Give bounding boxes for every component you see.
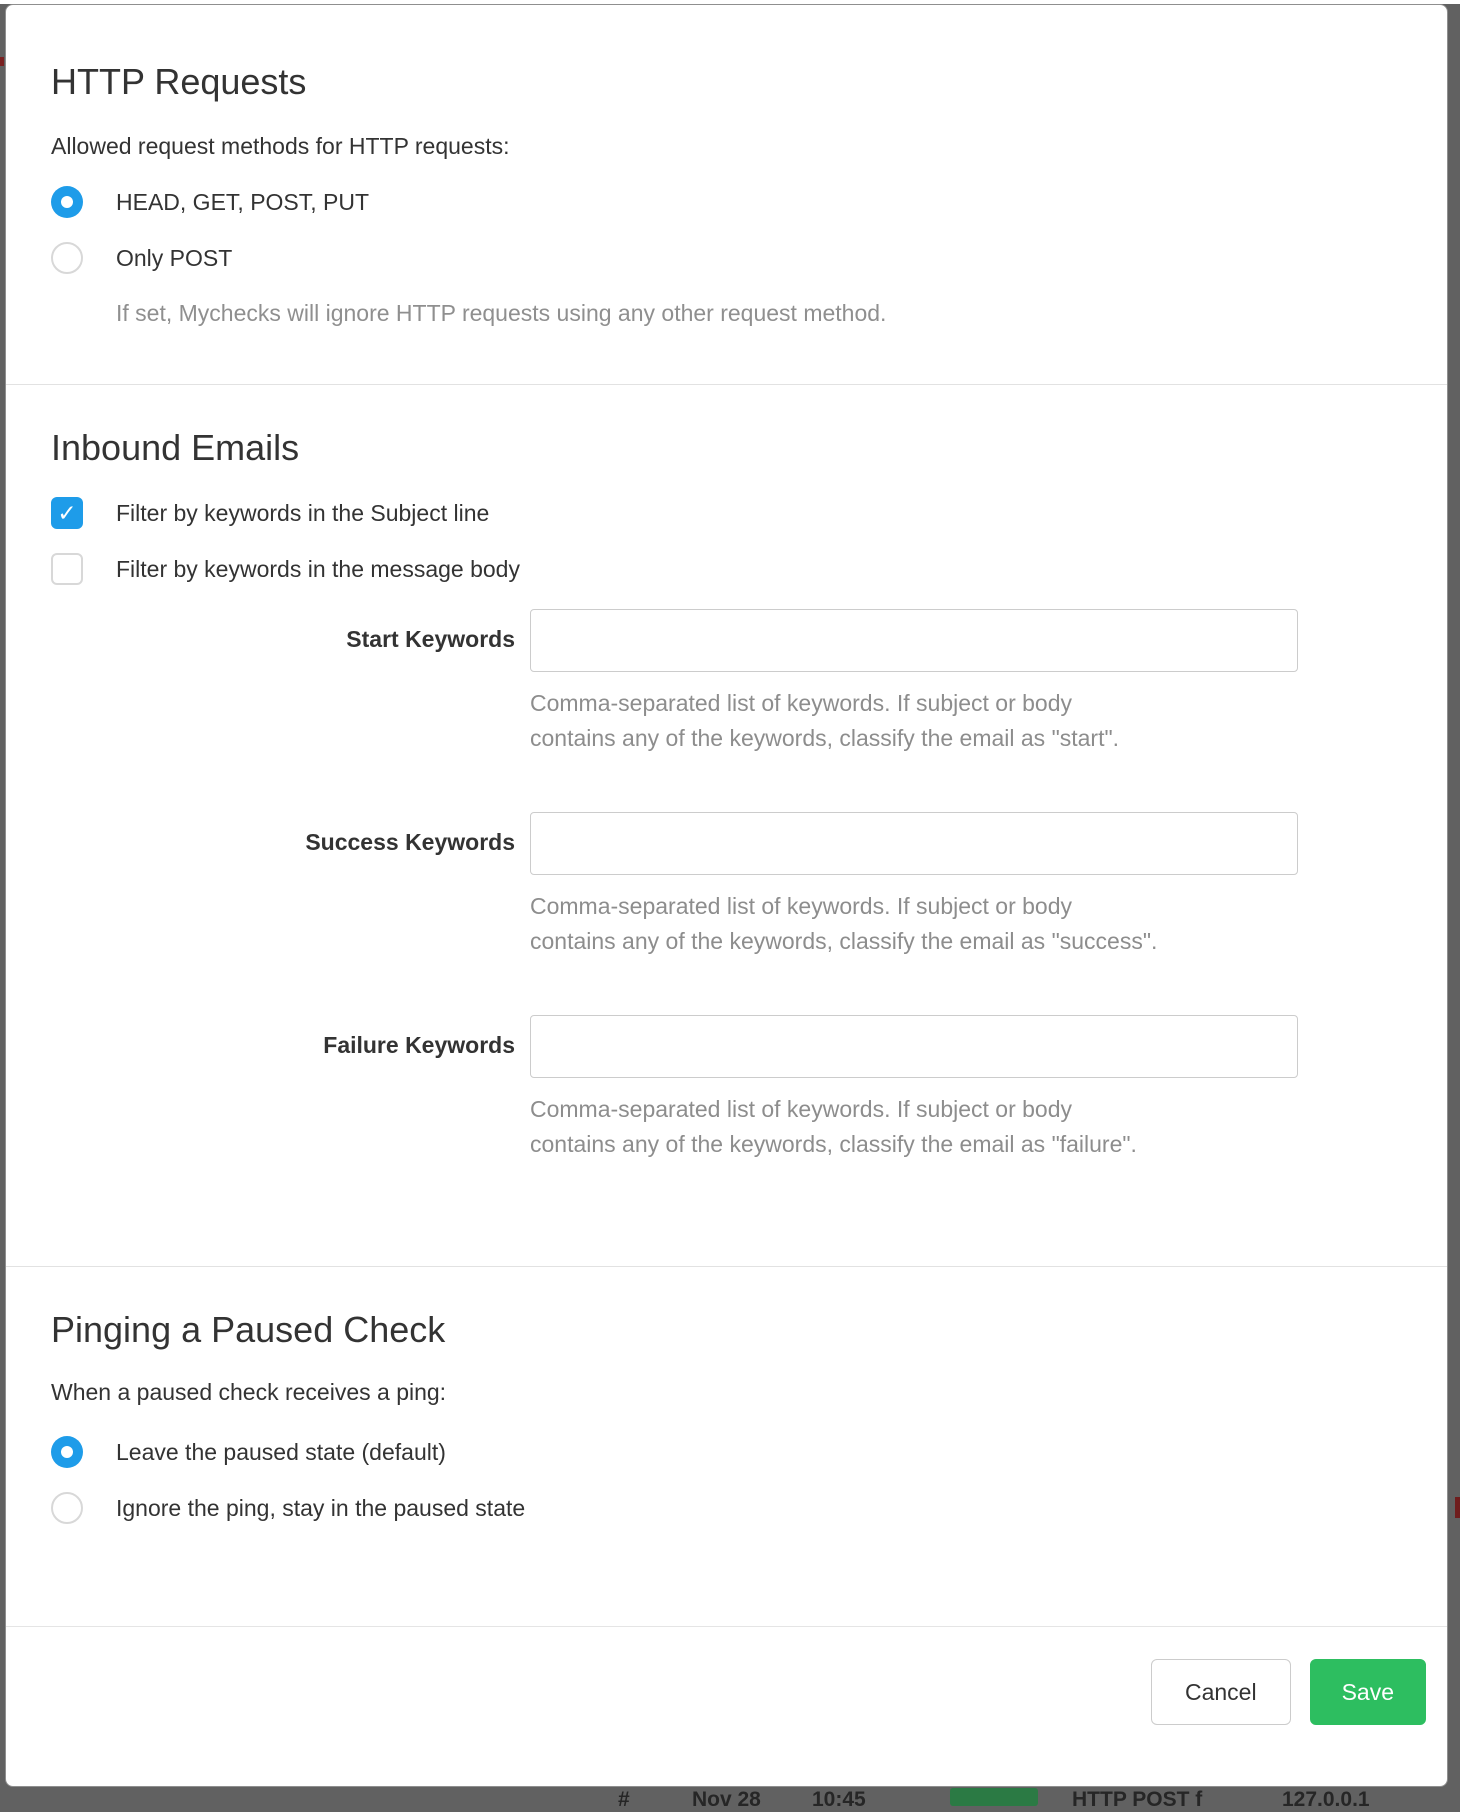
check-settings-modal [5,4,1448,1787]
radio-all-methods-icon[interactable] [51,186,83,218]
modal-footer [6,1626,1447,1751]
background-red-fragment-left [0,57,4,66]
start-keywords-input[interactable] [530,609,1298,672]
failure-keywords-label: Failure Keywords [323,1032,515,1058]
success-keywords-group [51,812,1402,959]
http-requests-title: HTTP Requests [51,61,307,102]
background-row-date: Nov 28 [692,1788,761,1811]
radio-all-methods-label[interactable]: HEAD, GET, POST, PUT [116,188,370,215]
checkbox-filter-body-icon[interactable] [51,553,83,585]
radio-leave-paused-icon[interactable] [51,1436,83,1468]
checkbox-filter-body-label[interactable]: Filter by keywords in the message body [116,555,520,582]
radio-leave-paused-label[interactable]: Leave the paused state (default) [116,1438,446,1465]
failure-keywords-group [51,1015,1402,1162]
paused-check-title: Pinging a Paused Check [51,1309,446,1350]
checkbox-option-filter-subject[interactable] [51,497,1402,529]
background-row-method: HTTP POST f [1072,1788,1203,1811]
inbound-emails-title: Inbound Emails [51,427,300,468]
success-keywords-label: Success Keywords [305,829,515,855]
failure-keywords-input[interactable] [530,1015,1298,1078]
inbound-emails-section [6,384,1447,1266]
save-button[interactable]: Save [1310,1659,1426,1725]
radio-option-ignore-ping[interactable] [51,1492,1402,1524]
radio-option-all-methods[interactable] [51,186,1402,218]
http-requests-description: Allowed request methods for HTTP requests: [51,133,510,159]
radio-option-only-post[interactable] [51,242,1402,274]
radio-ignore-ping-icon[interactable] [51,1492,83,1524]
checkbox-filter-subject-label[interactable]: Filter by keywords in the Subject line [116,499,490,526]
http-requests-section [6,5,1447,384]
paused-check-description: When a paused check receives a ping: [51,1379,447,1405]
radio-only-post-label[interactable]: Only POST [116,244,233,271]
background-row-index: # [618,1788,630,1811]
start-keywords-group [51,609,1402,756]
background-ping-row [0,1788,1460,1811]
paused-check-section [6,1266,1447,1626]
checkbox-option-filter-body[interactable] [51,553,1402,585]
cancel-button[interactable]: Cancel [1151,1659,1291,1725]
background-red-fragment-right [1455,1497,1460,1518]
status-badge-fragment [950,1788,1038,1806]
radio-ignore-ping-label[interactable]: Ignore the ping, stay in the paused state [116,1494,526,1521]
start-keywords-label: Start Keywords [346,626,515,652]
background-row-time: 10:45 [812,1788,866,1811]
success-keywords-input[interactable] [530,812,1298,875]
success-keywords-help: Comma-separated list of keywords. If subject or body contains any of the keywords, classify the email as "success". [530,893,1158,954]
background-row-ip: 127.0.0.1 [1282,1788,1370,1811]
start-keywords-help: Comma-separated list of keywords. If subject or body contains any of the keywords, classify the email as "start". [530,690,1120,751]
radio-only-post-icon[interactable] [51,242,83,274]
checkbox-filter-subject-icon[interactable] [51,497,83,529]
failure-keywords-help: Comma-separated list of keywords. If subject or body contains any of the keywords, classify the email as "failure". [530,1096,1137,1157]
only-post-note: If set, Mychecks will ignore HTTP requests using any other request method. [116,300,887,326]
radio-option-leave-paused[interactable] [51,1436,1402,1468]
